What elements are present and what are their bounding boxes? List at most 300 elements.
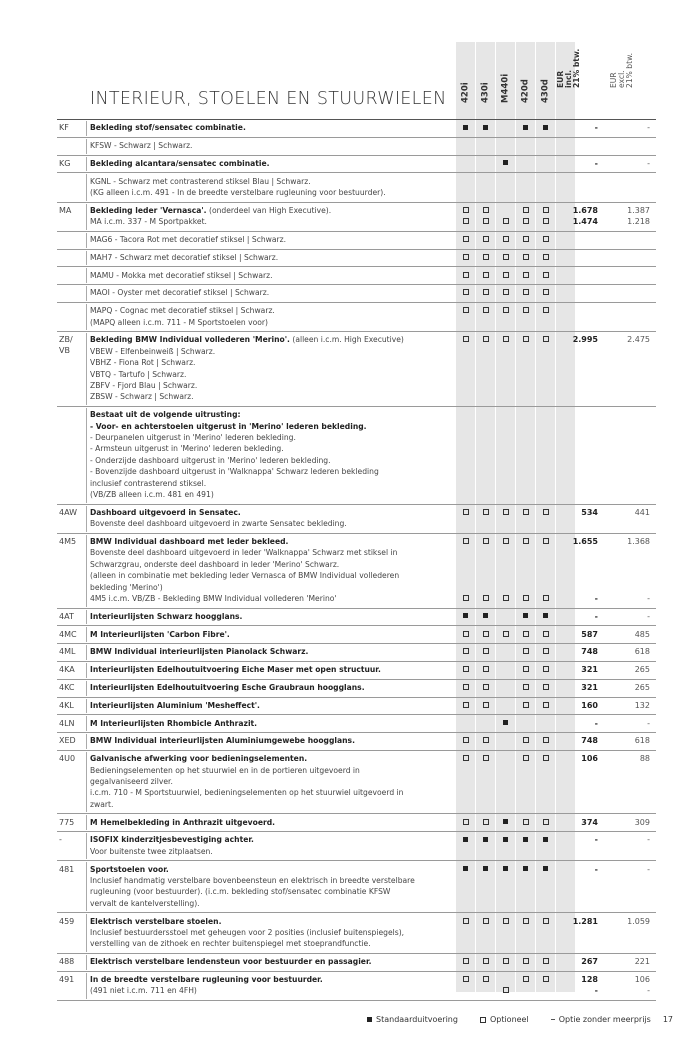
code-separator — [86, 734, 87, 749]
description-line: Bovenste deel dashboard uitgevoerd in zwarte Sensatec bekleding. — [90, 519, 347, 529]
price-excl-vat: - — [647, 593, 650, 603]
description-line: M Hemelbekleding in Anthrazit uitgevoerd. — [90, 817, 276, 827]
description-line: Inclusief handmatig verstelbare bovenbeensteun en elektrisch in breedte verstelbare — [90, 875, 415, 885]
price-incl-vat: 374 — [581, 817, 598, 827]
optional-marker-icon — [456, 593, 475, 604]
optional-marker-icon — [516, 334, 535, 345]
optional-marker-icon — [476, 205, 495, 216]
optional-marker-icon — [516, 646, 535, 657]
optional-marker-icon — [516, 664, 535, 675]
standard-marker-icon — [516, 864, 535, 875]
option-code: 4AT — [59, 611, 74, 621]
option-description — [90, 122, 452, 133]
code-separator — [86, 955, 87, 970]
description-line: rugleuning (voor bestuurder). (i.c.m. bekleding stof/sensatec combinatie KFSW — [90, 887, 391, 897]
description-suffix: (onderdeel van High Executive). — [206, 205, 332, 215]
optional-marker-icon — [476, 974, 495, 985]
optional-marker-icon — [456, 700, 475, 711]
option-code: XED — [59, 736, 76, 746]
standard-marker-icon — [516, 834, 535, 845]
optional-marker-icon — [516, 536, 535, 547]
optional-marker-icon — [516, 817, 535, 828]
code-separator — [86, 333, 87, 405]
table-row — [0, 912, 700, 953]
optional-marker-icon — [516, 735, 535, 746]
price-excl-vat: - — [647, 123, 650, 133]
description-line: - Onderzijde dashboard uitgerust in 'Merino' lederen bekleding. — [90, 455, 331, 465]
description-bold: Bekleding BMW Individual vollederen 'Merino'. — [90, 335, 290, 345]
code-separator — [86, 535, 87, 607]
option-description — [90, 252, 452, 263]
option-code: 491 — [59, 974, 75, 984]
standard-marker-icon — [496, 834, 515, 845]
option-description — [90, 140, 452, 151]
description-line: (VB/ZB alleen i.c.m. 481 en 491) — [90, 490, 214, 500]
standard-marker-icon — [367, 1017, 372, 1022]
optional-marker-icon — [476, 536, 495, 547]
table-row — [0, 284, 700, 302]
option-code: 4KL — [59, 700, 74, 710]
table-row — [0, 732, 700, 750]
standard-marker-icon — [476, 864, 495, 875]
description-line: bekleding 'Merino') — [90, 582, 163, 592]
description-line: BMW Individual interieurlijsten Aluminiumgewebe hoogglans. — [90, 736, 355, 746]
description-line: - Armsteun uitgerust in 'Merino' lederen bekleding. — [90, 444, 284, 454]
price-incl-vat: - — [594, 158, 598, 168]
price-excl-vat: 441 — [634, 507, 650, 517]
option-description — [90, 234, 452, 245]
optional-marker-icon — [456, 646, 475, 657]
standard-marker-icon — [496, 718, 515, 729]
price-excl-vat: - — [647, 611, 650, 621]
optional-marker-icon — [456, 216, 475, 227]
optional-marker-icon — [480, 1017, 486, 1023]
code-separator — [86, 286, 87, 301]
description-line: MAMU - Mokka met decoratief stiksel | Schwarz. — [90, 270, 273, 280]
option-description — [90, 409, 452, 500]
description-line: - Bovenzijde dashboard uitgerust in 'Walknappa' Schwarz lederen bekleding — [90, 467, 379, 477]
description-line: BMW Individual dashboard met leder bekleed. — [90, 536, 289, 546]
legend-optional: Optioneel — [489, 1015, 529, 1024]
option-description — [90, 270, 452, 281]
price-incl-vat: - — [594, 611, 598, 621]
code-separator — [86, 699, 87, 714]
description-line: 4M5 i.c.m. VB/ZB - Bekleding BMW Individual vollederen 'Merino' — [90, 594, 337, 604]
optional-marker-icon — [456, 682, 475, 693]
optional-marker-icon — [456, 629, 475, 640]
optional-marker-icon — [456, 507, 475, 518]
option-code: 4AW — [59, 507, 78, 517]
description-line: - Deurpanelen uitgerust in 'Merino' lederen bekleding. — [90, 433, 296, 442]
option-description — [90, 817, 452, 828]
table-row — [0, 406, 700, 504]
optional-marker-icon — [496, 593, 515, 604]
price-excl-vat: 618 — [634, 736, 650, 746]
option-description — [90, 629, 452, 640]
code-separator — [86, 914, 87, 952]
price-excl-vat: 132 — [634, 700, 650, 710]
column-header-price-excl: EUR excl. 21% btw. — [608, 52, 634, 88]
description-line: Voor buitenste twee zitplaatsen. — [90, 846, 213, 856]
option-code: 4ML — [59, 647, 76, 657]
optional-marker-icon — [516, 216, 535, 227]
description-line: M Interieurlijsten Rhombicle Anthrazit. — [90, 718, 258, 728]
description-line: (MAPQ alleen i.c.m. 711 - M Sportstoelen voor) — [90, 317, 269, 327]
optional-marker-icon — [496, 216, 515, 227]
description-bold: Bekleding leder 'Vernasca'. — [90, 205, 207, 215]
legend-nocost: Optie zonder meerprijs — [558, 1015, 651, 1024]
table-row — [0, 231, 700, 249]
row-divider — [57, 1000, 656, 1001]
table-row — [0, 697, 700, 715]
optional-marker-icon — [516, 629, 535, 640]
optional-marker-icon — [456, 974, 475, 985]
optional-marker-icon — [476, 270, 495, 281]
option-description — [90, 718, 452, 729]
option-description — [90, 916, 452, 950]
table-row — [0, 533, 700, 608]
price-excl-vat: - — [647, 835, 650, 845]
option-description — [90, 158, 452, 169]
optional-marker-icon — [476, 305, 495, 316]
table-row — [0, 679, 700, 697]
option-code: 775 — [59, 817, 75, 827]
option-code: MA — [59, 205, 72, 215]
page-title: INTERIEUR, STOELEN EN STUURWIELEN — [90, 89, 447, 109]
option-code: - — [59, 835, 62, 845]
code-separator — [86, 157, 87, 172]
table-row — [0, 504, 700, 533]
price-incl-vat: 587 — [581, 629, 598, 639]
option-code: ZB/ VB — [59, 335, 73, 356]
option-code: 4LN — [59, 718, 75, 728]
optional-marker-icon — [496, 985, 515, 996]
description-line — [90, 334, 452, 345]
price-excl-vat: - — [647, 158, 650, 168]
option-code: 4M5 — [59, 536, 77, 546]
description-line: Sportstoelen voor. — [90, 864, 169, 874]
option-description — [90, 956, 452, 967]
option-description — [90, 305, 452, 328]
optional-marker-icon — [476, 216, 495, 227]
table-row — [0, 813, 700, 831]
table-row — [0, 119, 700, 137]
standard-marker-icon — [516, 611, 535, 622]
description-line: (491 niet i.c.m. 711 en 4FH) — [90, 986, 197, 996]
price-excl-vat: - — [647, 718, 650, 728]
optional-marker-icon — [516, 916, 535, 927]
description-line: ZBSW - Schwarz | Schwarz. — [90, 392, 194, 402]
standard-marker-icon — [476, 611, 495, 622]
optional-marker-icon — [476, 334, 495, 345]
optional-marker-icon — [476, 629, 495, 640]
price-incl-vat: 534 — [581, 507, 598, 517]
description-line: Interieurlijsten Aluminium 'Mesheffect'. — [90, 700, 260, 710]
description-suffix: (alleen i.c.m. High Executive) — [289, 335, 404, 345]
price-excl-vat: 1.368 — [627, 536, 650, 546]
price-incl-vat: - — [594, 835, 598, 845]
code-separator — [86, 681, 87, 696]
description-line: Bestaat uit de volgende uitrusting: — [90, 410, 241, 420]
price-excl-vat: 1.059 — [627, 916, 650, 926]
code-separator — [86, 627, 87, 642]
price-excl-vat: 1.387 — [627, 205, 650, 215]
optional-marker-icon — [496, 916, 515, 927]
standard-marker-icon — [456, 864, 475, 875]
description-line: Elektrisch verstelbare stoelen. — [90, 916, 222, 926]
price-incl-vat: - — [594, 718, 598, 728]
description-line: Galvanische afwerking voor bedieningselementen. — [90, 754, 308, 764]
price-excl-vat: 309 — [634, 817, 650, 827]
option-description — [90, 334, 452, 402]
legend-standard: Standaarduitvoering — [376, 1015, 458, 1024]
optional-marker-icon — [476, 593, 495, 604]
price-excl-vat: 265 — [634, 665, 650, 675]
price-excl-vat: 485 — [634, 629, 650, 639]
price-excl-vat: 88 — [639, 754, 650, 764]
description-line: MAG6 - Tacora Rot met decoratief stiksel | Schwarz. — [90, 234, 287, 244]
description-line: ZBFV - Fjord Blau | Schwarz. — [90, 381, 198, 390]
optional-marker-icon — [496, 507, 515, 518]
description-line: Dashboard uitgevoerd in Sensatec. — [90, 507, 241, 517]
optional-marker-icon — [516, 252, 535, 263]
optional-marker-icon — [516, 507, 535, 518]
description-line: VBTQ - Tartufo | Schwarz. — [90, 369, 187, 379]
option-description — [90, 700, 452, 711]
price-incl-vat: 1.281 — [572, 916, 598, 926]
option-code: KG — [59, 158, 71, 168]
code-separator — [86, 752, 87, 812]
table-row — [0, 661, 700, 679]
optional-marker-icon — [476, 646, 495, 657]
price-incl-vat: 1.678 — [572, 205, 598, 215]
description-line: Bovenste deel dashboard uitgevoerd in leder 'Walknappa' Schwarz met stiksel in — [90, 548, 398, 558]
table-row — [0, 302, 700, 331]
optional-marker-icon — [476, 664, 495, 675]
option-code: 4MC — [59, 629, 77, 639]
option-code: 4KA — [59, 665, 75, 675]
optional-marker-icon — [456, 252, 475, 263]
optional-marker-icon — [476, 817, 495, 828]
option-code: KF — [59, 123, 69, 133]
standard-marker-icon — [496, 158, 515, 169]
column-header-420d: 420d — [520, 79, 530, 103]
optional-marker-icon — [536, 305, 555, 316]
price-incl-vat: 321 — [581, 665, 598, 675]
optional-marker-icon — [516, 287, 535, 298]
price-incl-vat: 106 — [581, 754, 598, 764]
optional-marker-icon — [496, 305, 515, 316]
optional-marker-icon — [476, 682, 495, 693]
table-row — [0, 331, 700, 406]
table-row — [0, 249, 700, 267]
table-row — [0, 137, 700, 155]
option-description — [90, 682, 452, 693]
description-line: BMW Individual interieurlijsten Pianolack Schwarz. — [90, 647, 309, 657]
table-row — [0, 172, 700, 201]
option-description — [90, 536, 452, 604]
table-row — [0, 714, 700, 732]
description-line — [90, 205, 452, 216]
optional-marker-icon — [476, 252, 495, 263]
price-incl-vat: - — [594, 123, 598, 133]
description-line: verstelling van de zithoek en rechter buitenspiegel met stoeprandfunctie. — [90, 939, 371, 949]
table-row — [0, 202, 700, 231]
description-line: - Voor- en achterstoelen uitgerust in 'Merino' lederen bekleding. — [90, 421, 367, 431]
code-separator — [86, 121, 87, 136]
option-description — [90, 646, 452, 657]
optional-marker-icon — [516, 753, 535, 764]
description-line: zwart. — [90, 799, 114, 809]
table-row — [0, 625, 700, 643]
optional-marker-icon — [516, 270, 535, 281]
description-line: i.c.m. 710 - M Sportstuurwiel, bedieningselementen op het stuurwiel uitgevoerd in — [90, 788, 404, 798]
code-separator — [86, 645, 87, 660]
table-row — [0, 971, 700, 1000]
description-line: Schwarzgrau, onderste deel dashboard in leder 'Merino' Schwarz. — [90, 559, 340, 569]
optional-marker-icon — [516, 956, 535, 967]
optional-marker-icon — [456, 234, 475, 245]
option-code: 481 — [59, 864, 75, 874]
dash-marker-icon — [551, 1019, 555, 1020]
column-header-m440i: M440i — [500, 73, 510, 103]
optional-marker-icon — [456, 753, 475, 764]
optional-marker-icon — [516, 305, 535, 316]
column-header-430i: 430i — [480, 82, 490, 103]
optional-marker-icon — [516, 205, 535, 216]
optional-marker-icon — [516, 700, 535, 711]
optional-marker-icon — [456, 205, 475, 216]
option-description — [90, 834, 452, 857]
price-incl-vat: - — [594, 593, 598, 603]
option-code: 459 — [59, 916, 75, 926]
optional-marker-icon — [476, 234, 495, 245]
optional-marker-icon — [456, 956, 475, 967]
optional-marker-icon — [516, 682, 535, 693]
price-incl-vat: - — [594, 986, 598, 996]
description-line: VBHZ - Fiona Rot | Schwarz. — [90, 358, 196, 368]
code-separator — [86, 506, 87, 532]
optional-marker-icon — [456, 334, 475, 345]
option-code: 4KC — [59, 682, 75, 692]
price-incl-vat: - — [594, 864, 598, 874]
description-line: Bedieningselementen op het stuurwiel en in de portieren uitgevoerd in — [90, 765, 360, 775]
price-incl-vat: 1.655 — [572, 536, 598, 546]
page-number: 17 — [662, 1015, 673, 1024]
code-separator — [86, 233, 87, 248]
code-separator — [86, 815, 87, 830]
optional-marker-icon — [476, 287, 495, 298]
description-line: ISOFIX kinderzitjesbevestiging achter. — [90, 835, 254, 845]
optional-marker-icon — [456, 735, 475, 746]
table-row — [0, 643, 700, 661]
standard-marker-icon — [496, 817, 515, 828]
description-line: M Interieurlijsten 'Carbon Fibre'. — [90, 629, 230, 639]
option-code: 488 — [59, 957, 75, 967]
optional-marker-icon — [476, 507, 495, 518]
table-row — [0, 608, 700, 626]
option-description — [90, 611, 452, 622]
price-excl-vat: 106 — [634, 974, 650, 984]
optional-marker-icon — [456, 287, 475, 298]
column-header-430d: 430d — [540, 79, 550, 103]
table-row — [0, 750, 700, 813]
optional-marker-icon — [456, 817, 475, 828]
price-excl-vat: - — [647, 864, 650, 874]
optional-marker-icon — [516, 593, 535, 604]
optional-marker-icon — [536, 287, 555, 298]
optional-marker-icon — [476, 700, 495, 711]
description-line: Interieurlijsten Edelhoutuitvoering Eiche Maser met open structuur. — [90, 665, 381, 675]
code-separator — [86, 408, 87, 503]
option-description — [90, 287, 452, 298]
table-row — [0, 266, 700, 284]
optional-marker-icon — [456, 664, 475, 675]
option-description — [90, 205, 452, 228]
code-separator — [86, 139, 87, 154]
description-line: vervalt de kantelverstelling). — [90, 898, 200, 908]
column-header-420i: 420i — [460, 82, 470, 103]
description-line: Interieurlijsten Schwarz hoogglans. — [90, 611, 243, 621]
price-incl-vat: 748 — [581, 736, 598, 746]
optional-marker-icon — [516, 974, 535, 985]
optional-marker-icon — [516, 234, 535, 245]
table-row — [0, 953, 700, 971]
optional-marker-icon — [476, 956, 495, 967]
price-incl-vat: 2.995 — [572, 335, 598, 345]
description-line: (KG alleen i.c.m. 491 - In de breedte verstelbare rugleuning voor bestuurder). — [90, 187, 386, 197]
optional-marker-icon — [456, 270, 475, 281]
description-line: Bekleding stof/sensatec combinatie. — [90, 123, 246, 133]
legend — [367, 1015, 673, 1024]
option-code: 4U0 — [59, 754, 76, 764]
price-incl-vat: 321 — [581, 682, 598, 692]
price-excl-vat: 2.475 — [627, 335, 650, 345]
code-separator — [86, 716, 87, 731]
optional-marker-icon — [496, 956, 515, 967]
code-separator — [86, 862, 87, 911]
price-excl-vat: - — [647, 986, 650, 996]
option-description — [90, 735, 452, 746]
description-line: Elektrisch verstelbare lendensteun voor bestuurder en passagier. — [90, 957, 372, 967]
optional-marker-icon — [536, 252, 555, 263]
option-description — [90, 507, 452, 530]
description-line: MAOI - Oyster met decoratief stiksel | Schwarz. — [90, 288, 270, 298]
option-description — [90, 753, 452, 810]
description-line: (alleen in combinatie met bekleding leder Vernasca of BMW Individual vollederen — [90, 571, 400, 581]
description-line: Bekleding alcantara/sensatec combinatie. — [90, 158, 270, 168]
price-incl-vat: 748 — [581, 647, 598, 657]
price-excl-vat: 1.218 — [627, 217, 650, 227]
option-description — [90, 864, 452, 910]
description-line: In de breedte verstelbare rugleuning voor bestuurder. — [90, 974, 323, 984]
description-line: MAH7 - Schwarz met decoratief stiksel | Schwarz. — [90, 252, 279, 262]
code-separator — [86, 973, 87, 999]
standard-marker-icon — [456, 122, 475, 133]
optional-marker-icon — [476, 916, 495, 927]
optional-marker-icon — [456, 305, 475, 316]
price-excl-vat: 618 — [634, 647, 650, 657]
code-separator — [86, 304, 87, 330]
description-line: inclusief contrasterend stiksel. — [90, 478, 207, 488]
code-separator — [86, 174, 87, 200]
description-line: Inclusief bestuurdersstoel met geheugen voor 2 posities (inclusief buitenspiegels), — [90, 927, 405, 937]
standard-marker-icon — [456, 611, 475, 622]
code-separator — [86, 663, 87, 678]
optional-marker-icon — [476, 735, 495, 746]
code-separator — [86, 268, 87, 283]
description-line: gegalvaniseerd zilver. — [90, 777, 173, 786]
